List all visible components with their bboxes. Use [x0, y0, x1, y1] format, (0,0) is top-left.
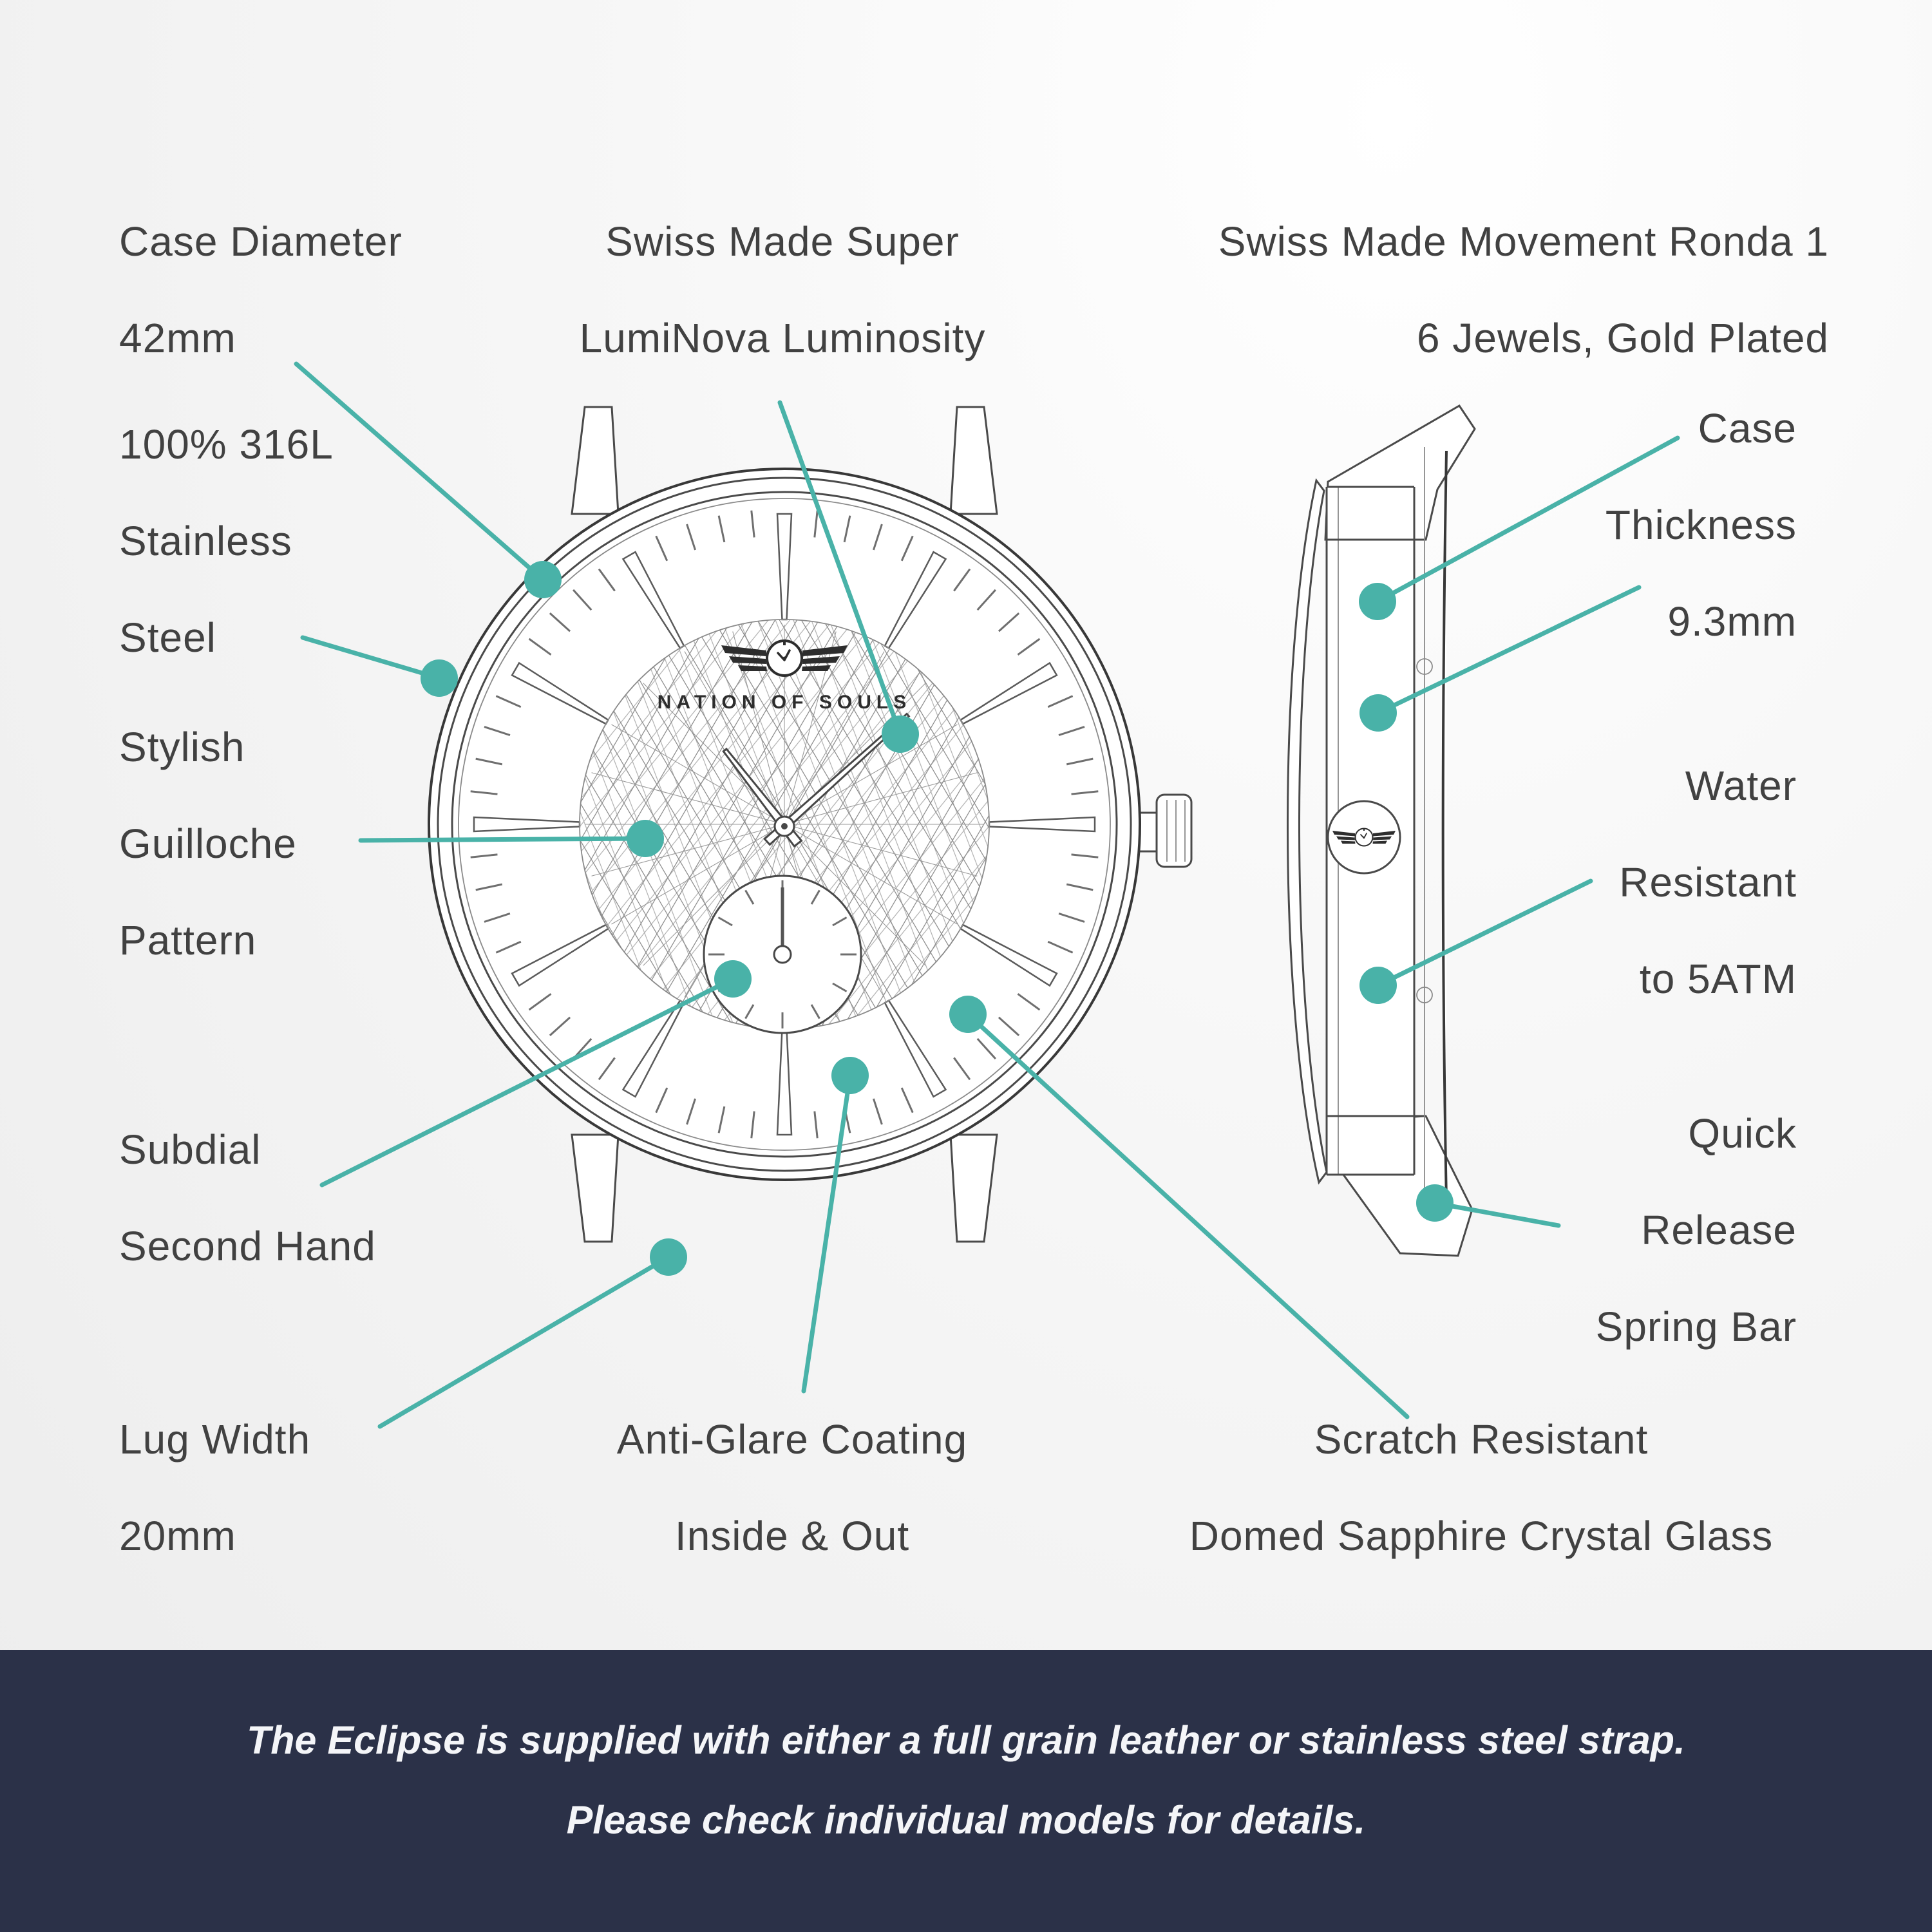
- callout-text-line: Case: [1698, 405, 1797, 451]
- footer-text-line1: The Eclipse is supplied with either a full grain leather or stainless steel strap.: [247, 1718, 1685, 1762]
- brand-logo-text: NATION OF SOULS: [657, 692, 912, 713]
- callout-dot-lug-width: [650, 1238, 687, 1276]
- callout-text-line: Stylish: [119, 724, 245, 770]
- callout-dot-subdial: [714, 960, 752, 998]
- callout-text-line: Subdial: [119, 1126, 261, 1173]
- callout-text-line: Pattern: [119, 917, 257, 963]
- callout-lug-width: [119, 1391, 310, 1584]
- callout-dot-sapphire: [949, 996, 987, 1033]
- callout-text-line: Steel: [119, 614, 216, 661]
- callout-anti-glare: [406, 1391, 1179, 1584]
- callout-dot-luminova: [882, 715, 919, 753]
- callout-dot-anti-glare: [831, 1057, 869, 1094]
- callout-text-line: Swiss Made Super: [605, 218, 960, 265]
- callout-text-line: Water: [1685, 762, 1797, 809]
- callout-text-line: Release: [1641, 1207, 1797, 1253]
- callout-thickness: [1024, 380, 1797, 670]
- callout-dot-stainless: [421, 659, 458, 697]
- callout-text-line: Resistant: [1619, 859, 1797, 905]
- callout-text-line: 6 Jewels, Gold Plated: [1417, 315, 1829, 361]
- callout-sapphire: [1114, 1391, 1848, 1584]
- callout-dot-case-diameter: [524, 561, 562, 598]
- callout-text-line: Case Diameter: [119, 218, 402, 265]
- footer-text-line2: Please check individual models for details.: [566, 1798, 1366, 1842]
- callout-text-line: Domed Sapphire Crystal Glass: [1189, 1513, 1774, 1559]
- callout-text-line: Guilloche: [119, 820, 297, 867]
- callout-quick-release: [1024, 1085, 1797, 1375]
- callout-text-line: 9.3mm: [1667, 598, 1797, 645]
- callout-text-line: to 5ATM: [1639, 956, 1797, 1002]
- callout-dot-thickness: [1359, 694, 1397, 732]
- callout-movement: [1056, 193, 1829, 386]
- callout-text-line: Inside & Out: [674, 1513, 910, 1559]
- callout-text-line: Anti-Glare Coating: [616, 1416, 968, 1463]
- callout-line-guilloche: [361, 838, 645, 840]
- footer-banner: [0, 1650, 1932, 1932]
- callout-text-line: 20mm: [119, 1513, 236, 1559]
- callout-luminova: [396, 193, 1169, 386]
- callout-text-line: Spring Bar: [1595, 1303, 1797, 1350]
- callout-case-diameter: [119, 193, 402, 386]
- callout-text-line: 100% 316L: [119, 421, 334, 468]
- callout-text-line: Lug Width: [119, 1416, 311, 1463]
- callout-text-line: Swiss Made Movement Ronda 1: [1218, 218, 1829, 265]
- callout-text-line: Thickness: [1605, 502, 1797, 548]
- callout-subdial: [119, 1101, 376, 1294]
- callout-text-line: Quick: [1688, 1110, 1797, 1157]
- callout-text-line: Stainless: [119, 518, 292, 564]
- callout-dot-guilloche: [627, 820, 664, 857]
- callout-text-line: Scratch Resistant: [1314, 1416, 1649, 1463]
- callout-text-line: Second Hand: [119, 1223, 376, 1269]
- subdial-drawing: [704, 876, 861, 1033]
- callout-water: [1024, 737, 1797, 1027]
- callout-stainless: [119, 396, 334, 686]
- callout-guilloche: [119, 699, 297, 989]
- callout-text-line: 42mm: [119, 315, 236, 361]
- callout-text-line: LumiNova Luminosity: [579, 315, 986, 361]
